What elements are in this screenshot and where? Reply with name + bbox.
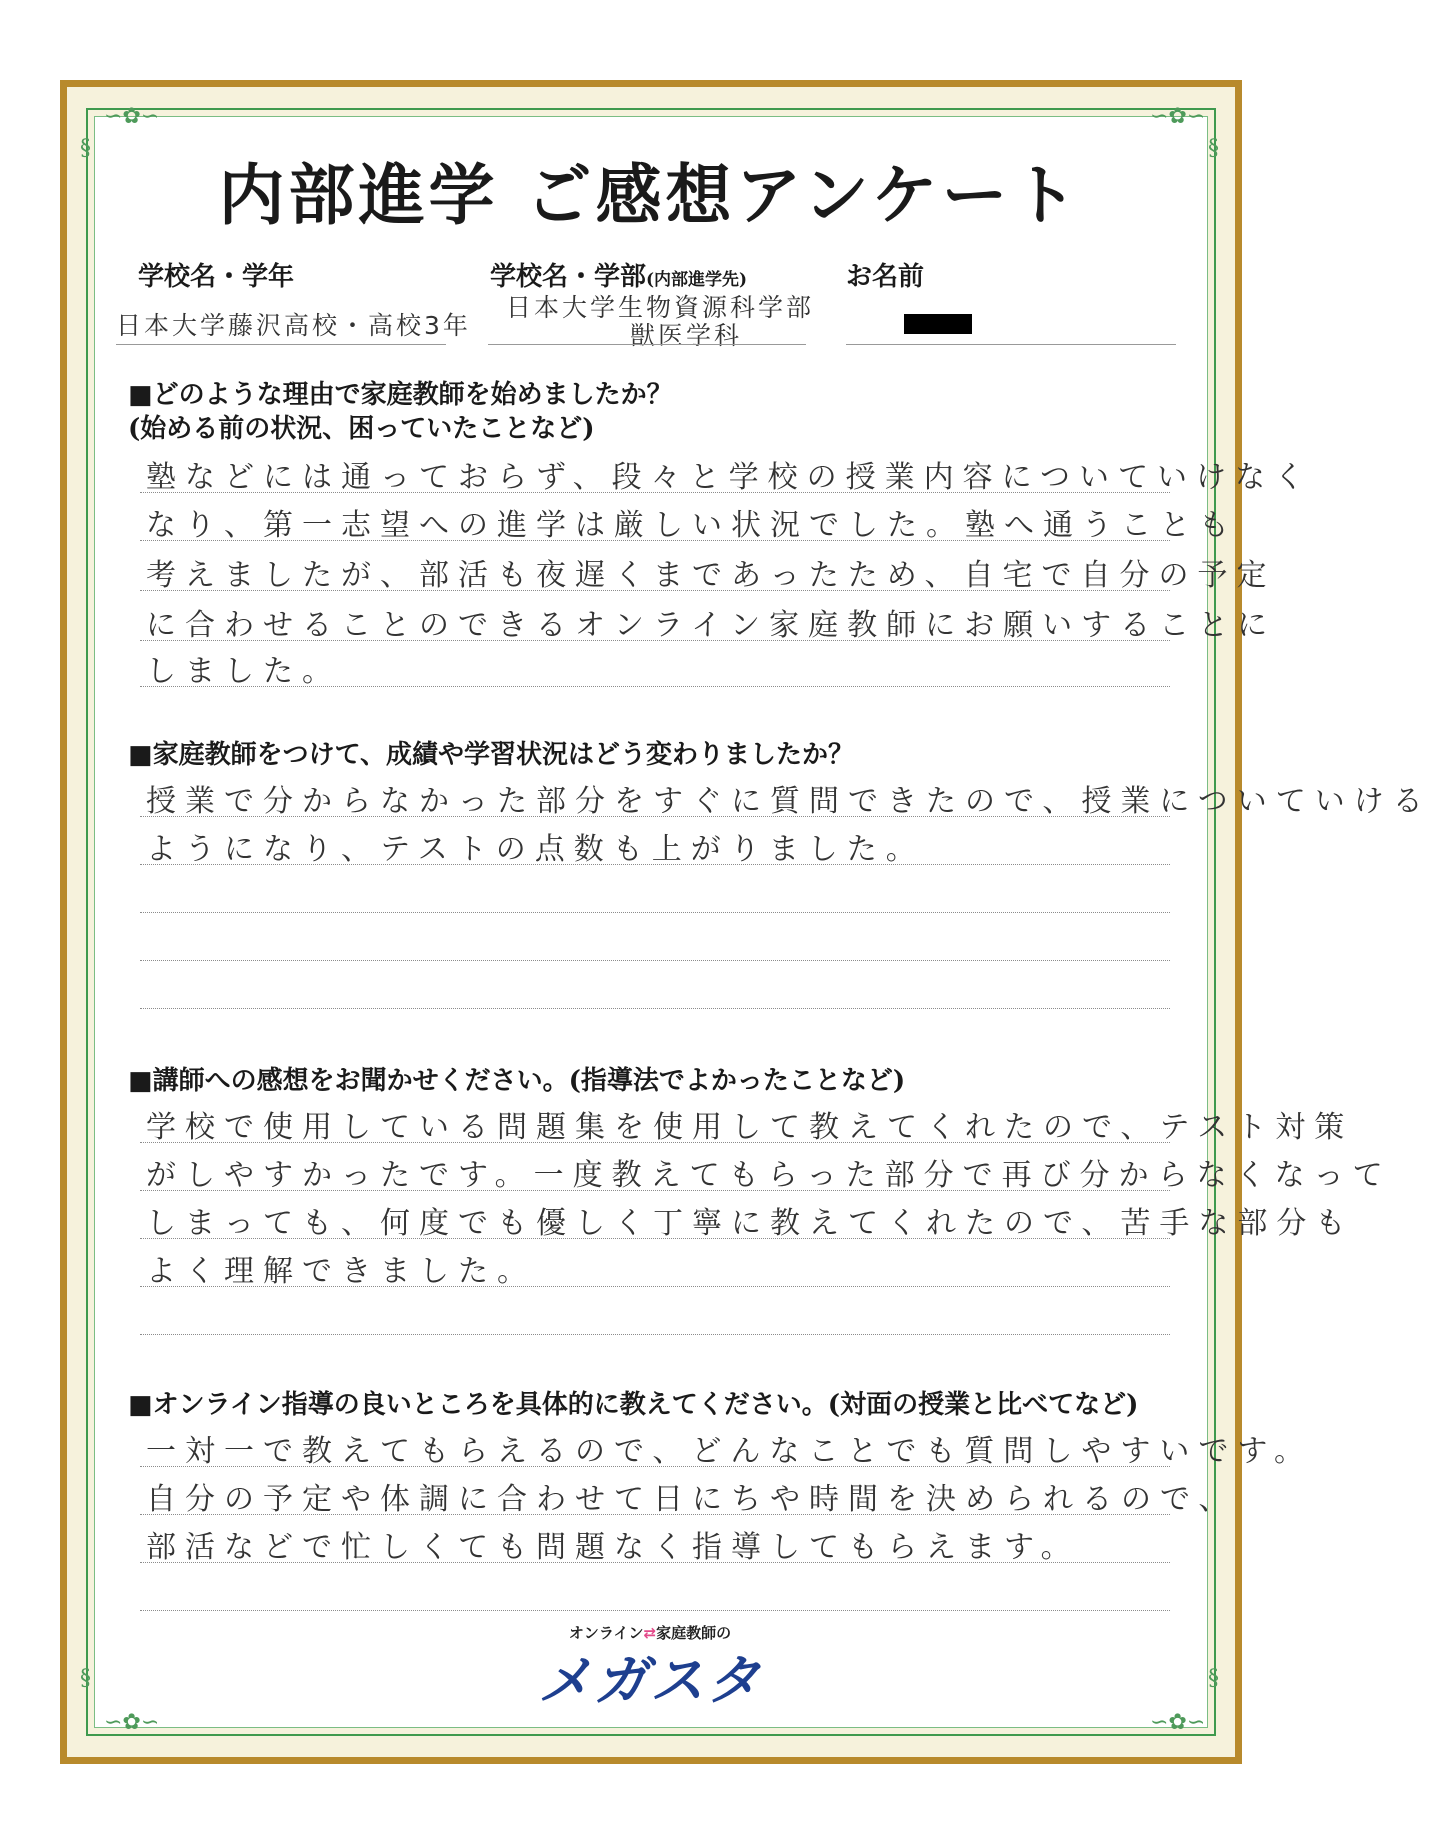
answer-2-line-2: ようになり、テストの点数も上がりました。	[146, 832, 925, 867]
name-label: お名前	[846, 262, 925, 292]
side-ornament-left-top: §	[80, 136, 91, 161]
name-redaction	[904, 314, 972, 334]
answer-3-line-3: しまっても、何度でも優しく丁寧に教えてくれたので、苦手な部分も	[146, 1206, 1355, 1241]
school-grade-label: 学校名・学年	[138, 262, 295, 292]
school-grade-underline	[116, 344, 446, 345]
university-value-line1: 日本大学生物資源科学部	[506, 293, 815, 322]
answer-1-line-5: しました。	[146, 654, 341, 689]
answer-1-line-4: に合わせることのできるオンライン家庭教師にお願いすることに	[146, 608, 1277, 643]
answer-4-line-1: 一対一で教えてもらえるので、どんなことでも質問しやすいです。	[146, 1434, 1313, 1469]
megasta-logo: メガスタ	[538, 1649, 762, 1712]
answer-1-line-2: なり、第一志望への進学は厳しい状況でした。塾へ通うことも	[146, 508, 1238, 543]
answer-4-line-3: 部活などで忙しくても問題なく指導してもらえます。	[146, 1530, 1080, 1565]
question-1-subheading: (始める前の状況、困っていたことなど)	[128, 414, 595, 444]
answer-rule	[140, 1008, 1170, 1009]
question-1-heading: ■どのような理由で家庭教師を始めましたか？	[128, 380, 673, 410]
logo-tagline-left: オンライン	[568, 1624, 644, 1642]
question-4-heading: ■オンライン指導の良いところを具体的に教えてください。(対面の授業と比べてなど)	[128, 1390, 1139, 1420]
answer-rule	[140, 912, 1170, 913]
answer-rule	[140, 1610, 1170, 1611]
name-underline	[846, 344, 1176, 345]
logo-tagline-right: 家庭教師の	[656, 1624, 732, 1642]
university-underline	[488, 344, 806, 345]
answer-4-line-2: 自分の予定や体調に合わせて日にちや時間を決められるので、	[146, 1482, 1238, 1517]
school-grade-value: 日本大学藤沢高校・高校3年	[116, 311, 471, 340]
corner-ornament-bottom-left: ∽✿∽	[104, 1710, 160, 1735]
side-ornament-left-bottom: §	[80, 1666, 91, 1691]
question-3-heading: ■講師への感想をお聞かせください。(指導法でよかったことなど)	[128, 1066, 906, 1096]
answer-3-line-2: がしやすかったです。一度教えてもらった部分で再び分からなくなって	[146, 1158, 1392, 1193]
answer-rule	[140, 960, 1170, 961]
corner-ornament-top-right: ∽✿∽	[1150, 104, 1206, 129]
survey-title: 内部進学 ご感想アンケート	[218, 156, 1082, 234]
side-ornament-right-top: §	[1208, 136, 1219, 161]
answer-1-line-3: 考えましたが、部活も夜遅くまであったため、自宅で自分の予定	[146, 558, 1276, 593]
university-value-line2: 獣医学科	[630, 321, 743, 350]
corner-ornament-bottom-right: ∽✿∽	[1150, 1710, 1206, 1735]
logo-arrows-icon: ⇄	[643, 1624, 657, 1642]
corner-ornament-top-left: ∽✿∽	[104, 104, 160, 129]
university-label-note: (内部進学先)	[646, 270, 748, 290]
answer-1-line-1: 塾などには通っておらず、段々と学校の授業内容についていけなく	[146, 460, 1313, 495]
question-2-heading: ■家庭教師をつけて、成績や学習状況はどう変わりましたか？	[128, 740, 855, 770]
side-ornament-right-bottom: §	[1208, 1666, 1219, 1691]
answer-3-line-4: よく理解できました。	[146, 1254, 536, 1289]
answer-2-line-1: 授業で分からなかった部分をすぐに質問できたので、授業についていける	[146, 784, 1432, 819]
university-label-text: 学校名・学部	[490, 262, 647, 292]
answer-rule	[140, 1334, 1170, 1335]
answer-3-line-1: 学校で使用している問題集を使用して教えてくれたので、テスト対策	[146, 1110, 1354, 1145]
